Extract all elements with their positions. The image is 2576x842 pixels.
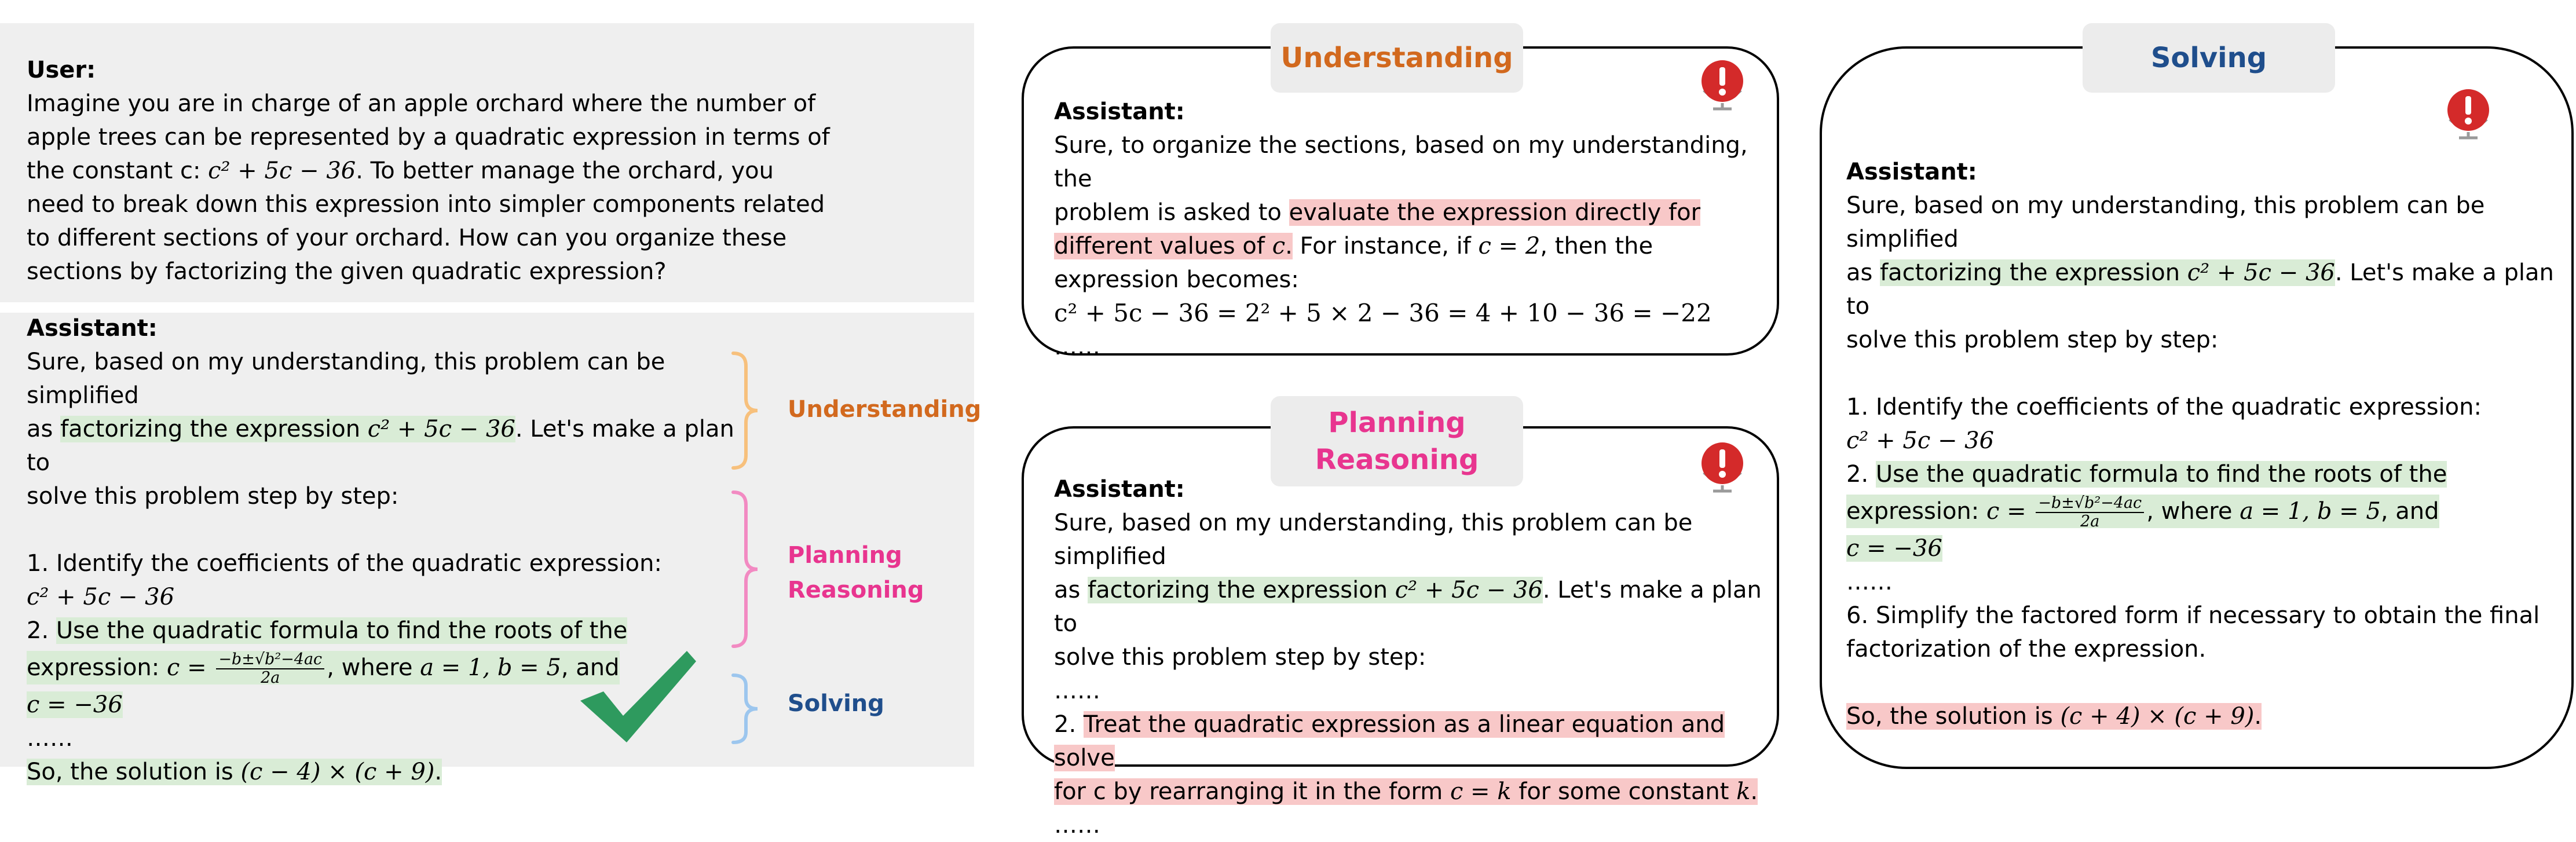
user-prompt-line: the constant c: c² + 5c − 36. To better manage the orchard, you	[27, 158, 774, 184]
assistant-role-label: Assistant:	[1054, 98, 1185, 125]
understanding-card-title: Understanding	[1271, 23, 1523, 93]
checkmark-icon	[578, 647, 700, 746]
card-line: solve this problem step by step:	[1846, 327, 2219, 353]
card-step: expression: c = $\frac{\text{−b±√b²−4ac}}{2a}$ , where a = 1, b = 5, and	[1846, 494, 2439, 530]
assistant-line: as factorizing the expression c² + 5c − 36. Let's make a plan to	[27, 416, 734, 476]
ellipsis: ……	[1054, 812, 1100, 839]
alert-icon	[2442, 87, 2495, 140]
assistant-role-label: Assistant:	[27, 315, 158, 342]
understanding-label: Understanding	[788, 396, 982, 423]
user-prompt-line: sections by factorizing the given quadratic expression?	[27, 258, 667, 285]
card-step: factorization of the expression.	[1846, 636, 2207, 662]
ellipsis: ……	[1846, 569, 1893, 595]
assistant-role-label: Assistant:	[1054, 476, 1185, 503]
user-prompt-line: need to break down this expression into simpler components related	[27, 191, 825, 218]
ellipsis: ……	[27, 725, 73, 752]
user-prompt-line: Imagine you are in charge of an apple orchard where the number of	[27, 90, 816, 117]
reasoning-title-line: Reasoning	[1315, 444, 1479, 476]
card-line: Sure, to organize the sections, based on my understanding, the	[1054, 132, 1748, 192]
card-step: c = −36	[1846, 535, 1942, 562]
solving-card-content	[1846, 155, 2564, 733]
user-prompt-line: to different sections of your orchard. How can you organize these	[27, 225, 787, 251]
card-step: 6. Simplify the factored form if necessary to obtain the final	[1846, 602, 2540, 629]
assistant-solution: So, the solution is (c − 4) × (c + 9).	[27, 759, 442, 785]
assistant-line: Sure, based on my understanding, this problem can be simplified	[27, 349, 665, 409]
assistant-role-label: Assistant:	[1846, 159, 1977, 185]
card-step: 1. Identify the coefficients of the quadratic expression:	[1846, 394, 2482, 420]
solving-label: Solving	[788, 690, 884, 717]
quadratic-expression: c² + 5c − 36	[208, 158, 356, 184]
ellipsis: ……	[1054, 678, 1100, 704]
card-line: Sure, based on my understanding, this problem can be simplified	[1846, 192, 2485, 252]
card-solution: So, the solution is (c + 4) × (c + 9).	[1846, 703, 2262, 730]
planning-title-line: Planning	[1328, 407, 1466, 439]
understanding-card-content	[1054, 95, 1761, 364]
reasoning-label: Reasoning	[788, 577, 924, 603]
planning-card-content	[1054, 473, 1766, 842]
solving-brace	[731, 673, 760, 745]
user-role-label: User:	[27, 57, 96, 83]
assistant-step: 2. Use the quadratic formula to find the roots of the	[27, 617, 628, 644]
planning-brace	[731, 490, 760, 649]
understanding-brace	[731, 351, 760, 470]
assistant-line: solve this problem step by step:	[27, 483, 399, 510]
card-line: as factorizing the expression c² + 5c − 36. Let's make a plan to	[1054, 577, 1762, 637]
assistant-step: 1. Identify the coefficients of the quadratic expression:	[27, 550, 662, 577]
assistant-step: c = −36	[27, 691, 123, 718]
assistant-math: c² + 5c − 36	[27, 584, 175, 610]
user-prompt-line: apple trees can be represented by a quadratic expression in terms of	[27, 124, 830, 151]
card-step: for c by rearranging it in the form c = k for some constant k.	[1054, 778, 1758, 805]
ellipsis: ……	[1054, 334, 1100, 360]
card-line: expression becomes:	[1054, 266, 1299, 293]
card-line: problem is asked to evaluate the expression directly for	[1054, 199, 1701, 226]
card-line: as factorizing the expression c² + 5c − 36. Let's make a plan to	[1846, 259, 2554, 320]
assistant-step: expression: c = $\frac{\text{−b±√b²−4ac}}{2a}$ , where a = 1, b = 5, and	[27, 650, 620, 687]
card-line: Sure, based on my understanding, this problem can be simplified	[1054, 510, 1693, 570]
card-math: c² + 5c − 36 = 2² + 5 × 2 − 36 = 4 + 10 − 36 = −22	[1054, 299, 1712, 327]
card-line: solve this problem step by step:	[1054, 644, 1426, 671]
card-math: c² + 5c − 36	[1846, 427, 1995, 454]
card-line: different values of c. For instance, if c = 2, then the	[1054, 233, 1653, 259]
solving-card-title: Solving	[2083, 23, 2335, 93]
user-message	[27, 53, 965, 288]
highlight-green: factorizing the expression c² + 5c − 36	[60, 416, 515, 442]
card-step: 2. Treat the quadratic expression as a linear equation and solve	[1054, 711, 1725, 771]
card-step: 2. Use the quadratic formula to find the roots of the	[1846, 461, 2447, 488]
planning-label: Planning	[788, 542, 902, 569]
